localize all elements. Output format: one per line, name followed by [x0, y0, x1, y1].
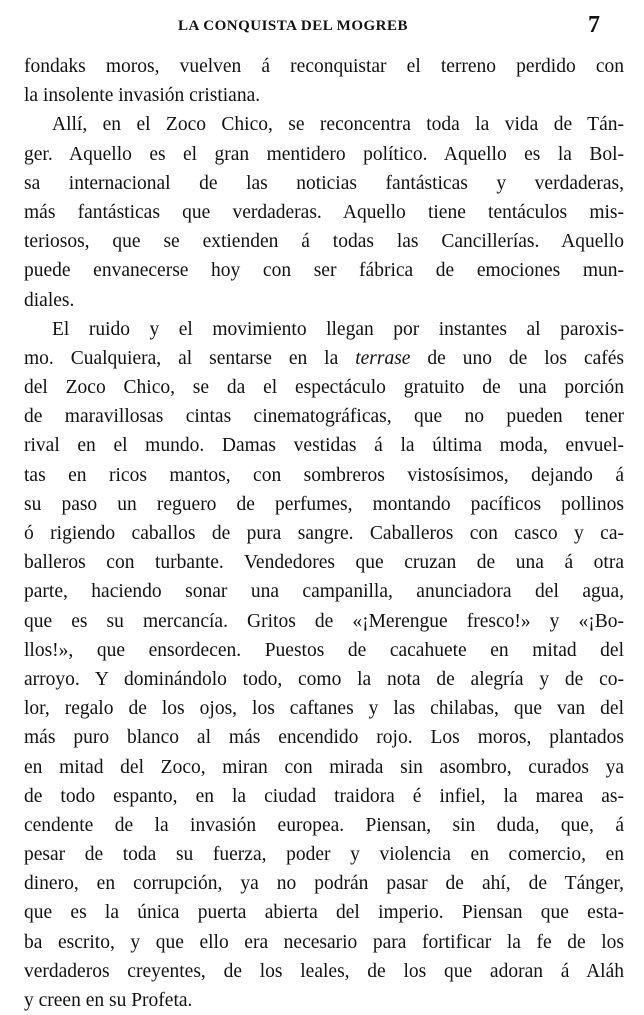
text-line: balleros con turbante. Vendedores que cruzan de una á otra	[24, 552, 624, 574]
text-line: rival en el mundo. Damas vestidas á la última moda, envuel-	[24, 435, 624, 457]
text-line: que es su mercancía. Gritos de «¡Merengue fresco!» y «¡Bo-	[24, 610, 624, 632]
text-line: lor, regalo de los ojos, los caftanes y las chilabas, que van del	[24, 698, 624, 720]
running-title: LA CONQUISTA DEL MOGREB	[178, 18, 409, 34]
text-line: de maravillosas cintas cinematográficas, que no pueden tener	[24, 406, 624, 428]
body-text	[24, 52, 624, 1015]
text-line: fondaks moros, vuelven á reconquistar el terreno perdido con	[24, 56, 624, 77]
text-line: diales.	[24, 289, 75, 311]
text-line: de todo espanto, en la ciudad traidora é infiel, la marea as-	[24, 785, 624, 807]
text-line: que es la única puerta abierta del imperio. Piensan que esta-	[24, 902, 624, 924]
text-line: ó rigiendo caballos de pura sangre. Caballeros con casco y ca-	[24, 523, 624, 544]
text-line: pesar de toda su fuerza, poder y violencia en comercio, en	[24, 844, 624, 866]
text-line: arroyo. Y dominándolo todo, como la nota de alegría y de co-	[24, 668, 624, 690]
text-line: parte, haciendo sonar una campanilla, anunciadora del agua,	[24, 581, 624, 603]
text-line: y creen en su Profeta.	[24, 990, 193, 1011]
page-header	[0, 10, 644, 40]
page-number: 7	[588, 12, 600, 38]
text-line: más puro blanco al más encendido rojo. Los moros, plantados	[24, 727, 624, 749]
text-line: del Zoco Chico, se da el espectáculo gratuito de una porción	[24, 377, 624, 399]
text-line-with-italic	[24, 344, 624, 373]
text-line: cendente de la invasión europea. Piensan, sin duda, que, á	[24, 814, 624, 836]
text-line: ba escrito, y que ello era necesario para fortificar la fe de los	[24, 931, 624, 953]
italic-word: terrase	[355, 347, 411, 369]
text-line: dinero, en corrupción, ya no podrán pasar de ahí, de Tánger,	[24, 873, 624, 895]
paragraph-first-line: Allí, en el Zoco Chico, se reconcentra toda la vida de Tán-	[52, 114, 624, 136]
text-line: tas en ricos mantos, con sombreros vistosísimos, dejando á	[24, 464, 624, 486]
text-line: más fantásticas que verdaderas. Aquello tiene tentáculos mis-	[24, 201, 624, 223]
text-line: su paso un reguero de perfumes, montando pacíficos pollinos	[24, 493, 624, 515]
text-line: en mitad del Zoco, miran con mirada sin asombro, curados ya	[24, 756, 624, 778]
text-line: llos!», que ensordecen. Puestos de cacahuete en mitad del	[24, 639, 624, 661]
paragraph-first-line: El ruido y el movimiento llegan por instantes al paroxis-	[52, 318, 624, 340]
text-line: teriosos, que se extienden á todas las Cancillerías. Aquello	[24, 231, 624, 253]
text-line: puede envanecerse hoy con ser fábrica de emociones mun-	[24, 260, 624, 282]
text-segment: mo. Cualquiera, al sentarse en la	[24, 347, 356, 369]
text-line: verdaderos creyentes, de los leales, de los que adoran á Aláh	[24, 960, 624, 982]
text-segment: de uno de los cafés	[410, 347, 624, 369]
text-line: sa internacional de las noticias fantásticas y verdaderas,	[24, 172, 624, 194]
text-line: ger. Aquello es el gran mentidero político. Aquello es la Bol-	[24, 143, 624, 165]
text-line: la insolente invasión cristiana.	[24, 85, 261, 107]
